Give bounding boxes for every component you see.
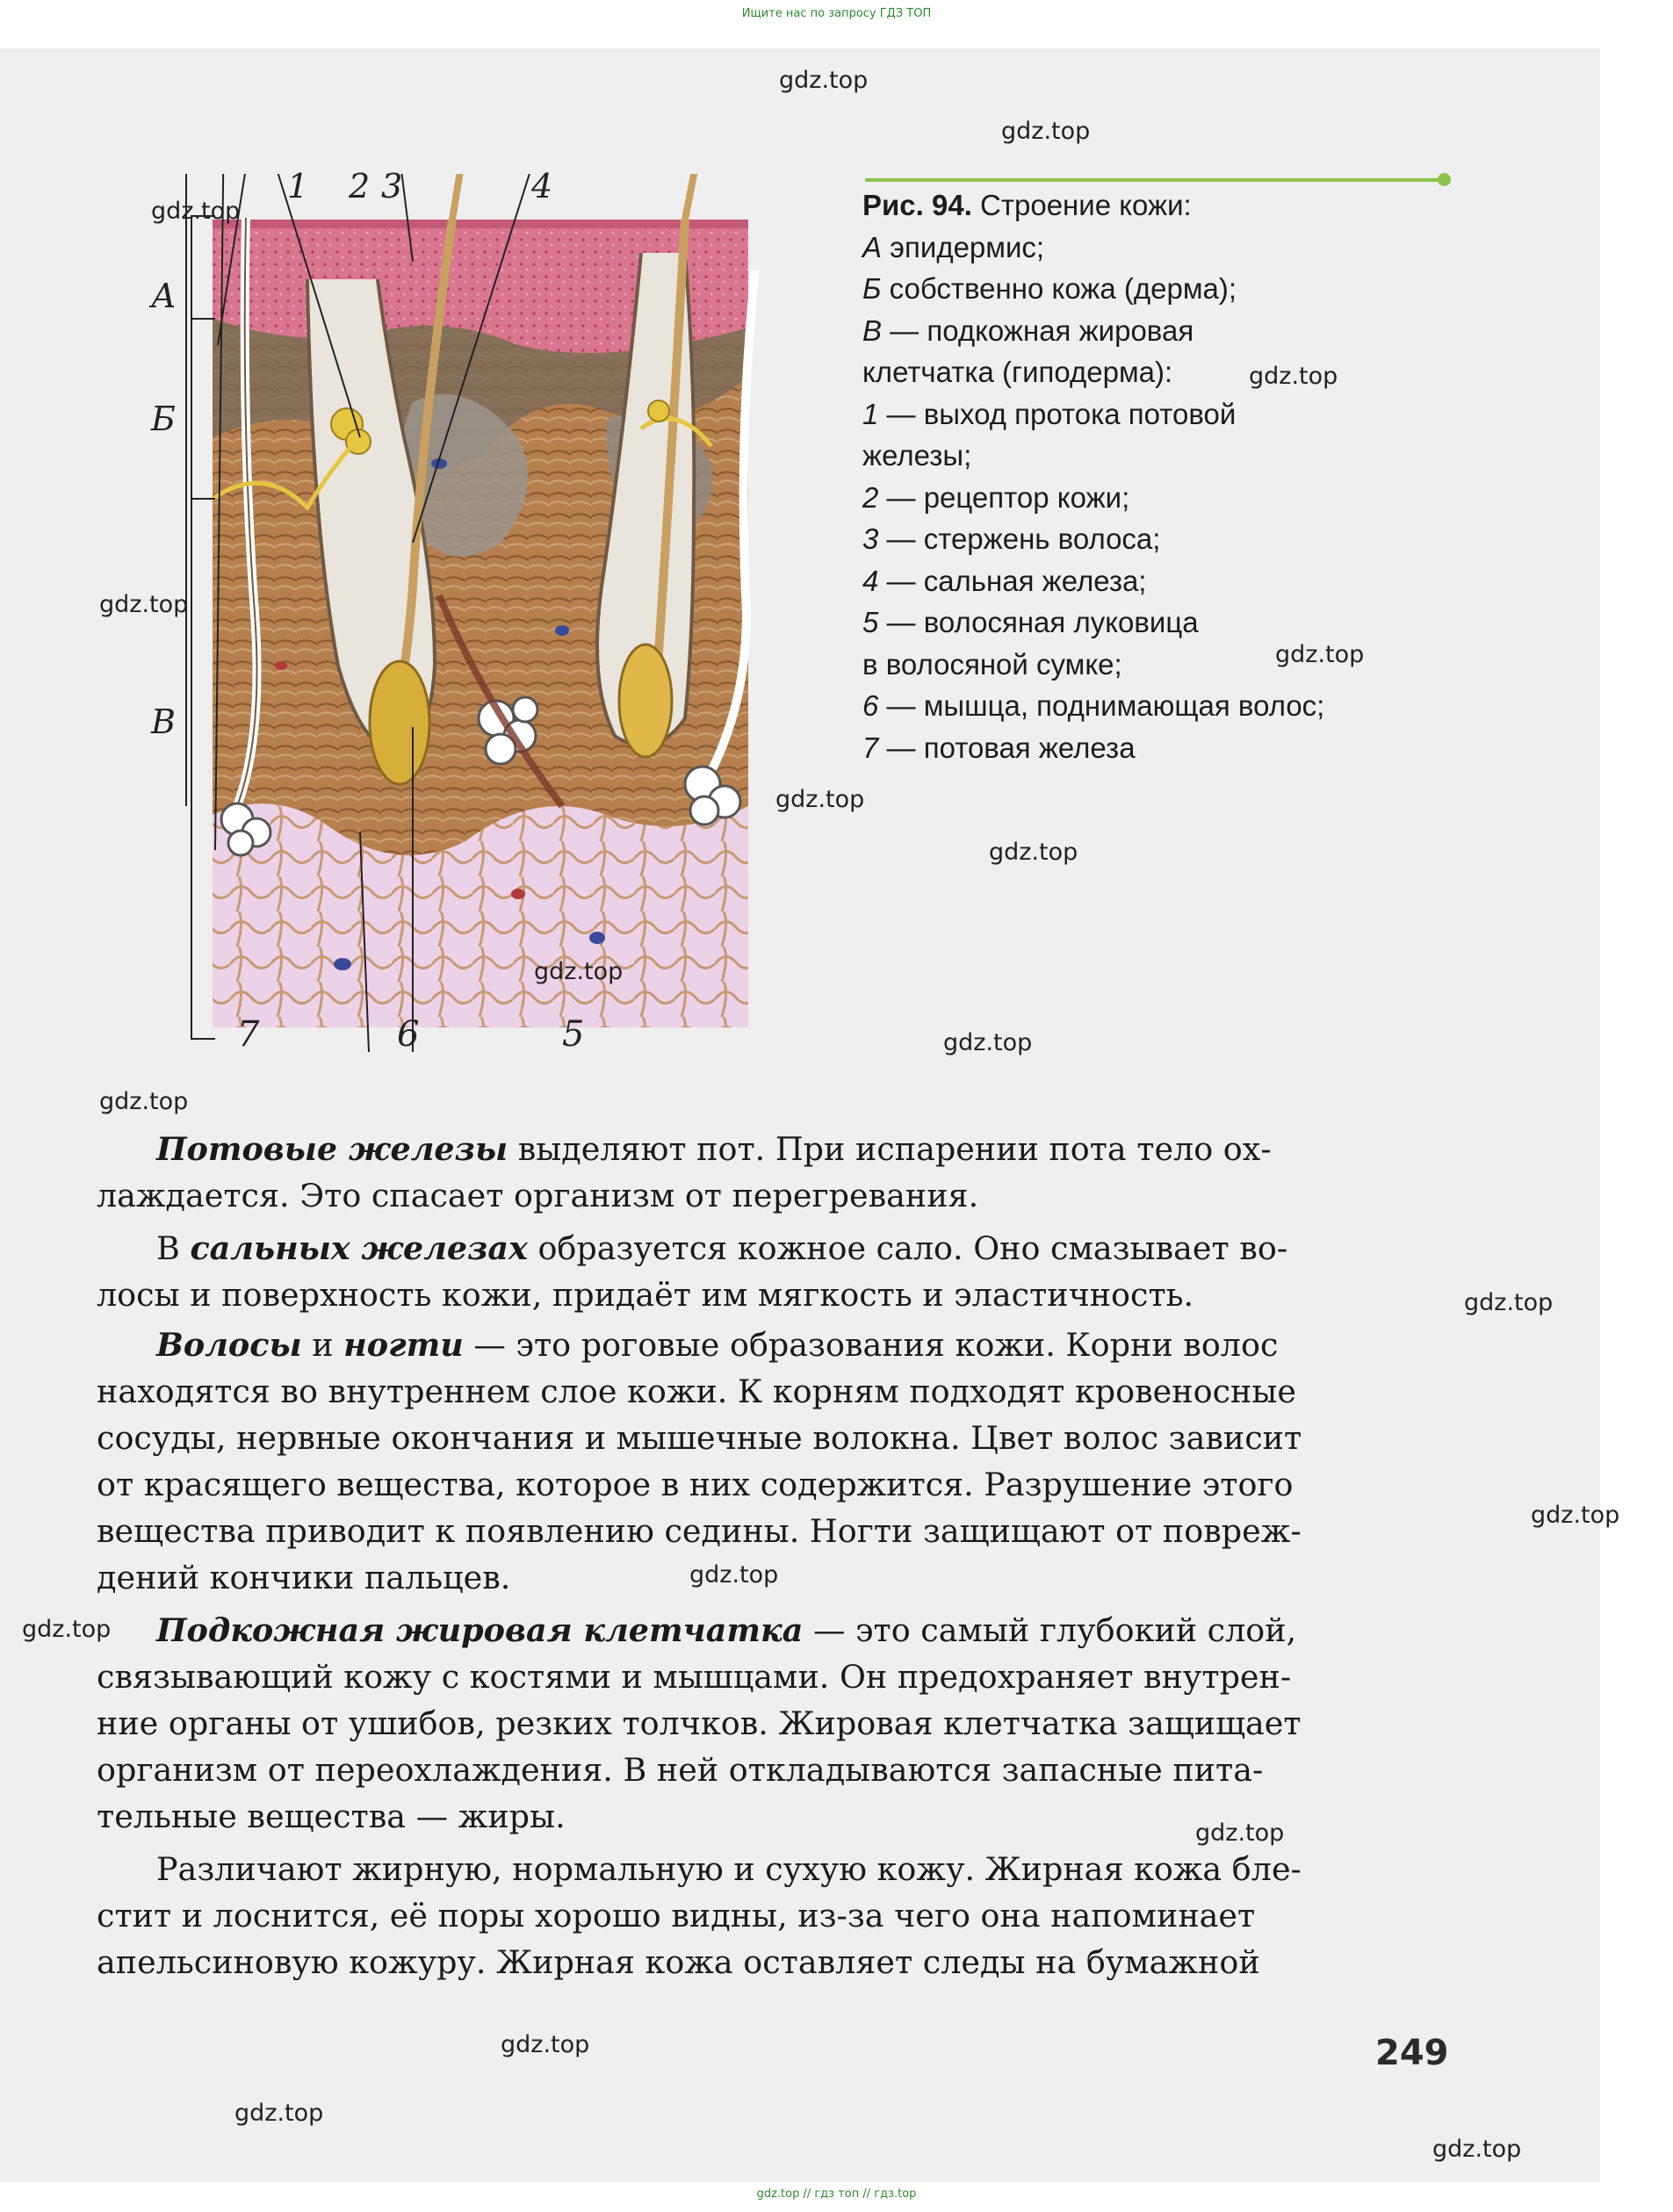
caption-item-num: 6 [862,689,879,722]
paragraph-skin-types [97,1846,1449,1985]
watermark: gdz.top [99,1088,189,1115]
caption-item-num: Б [862,272,882,305]
watermark: gdz.top [689,1561,779,1589]
term-hypodermis: Подкожная жировая клетчатка [156,1611,804,1649]
caption-title-rest: Строение кожи: [971,189,1192,221]
figure-caption [862,184,1468,768]
term-hair: Волосы [156,1326,302,1364]
paragraph-sweat-glands [97,1126,1449,1219]
caption-item-text: — подкожная жировая [882,313,1194,347]
figure-label-top-3: 3 [381,167,403,205]
watermark: gdz.top [151,198,241,225]
watermark: gdz.top [1195,1819,1285,1847]
paragraph-sebaceous-glands [97,1225,1449,1318]
caption-item-num: 7 [862,731,879,764]
text-line: Различают жирную, нормальную и сухую кожу. Жирная кожа бле- [156,1850,1302,1888]
text-line: стит и лоснится, её поры хорошо видны, из-за чего она напоминает [97,1897,1256,1935]
caption-item-num: 5 [862,606,879,638]
figure-label-epidermis: А [151,277,177,315]
caption-item-text: — выход протока потовой [878,397,1237,430]
text-line: выделяют пот. При испарении пота тело ох- [508,1130,1272,1168]
caption-item-num: 1 [862,397,879,430]
bottom-banner: gdz.top // гдз топ // гдз.top [756,2187,917,2201]
text-line: — это роговые образования кожи. Корни волос [463,1326,1279,1364]
caption-item-num: 3 [862,522,879,555]
figure-label-dermis: Б [151,400,176,438]
caption-item-text: в волосяной сумке; [862,647,1122,681]
page-number: 249 [1375,2033,1449,2073]
watermark: gdz.top [1531,1502,1620,1529]
caption-item-text: — потовая железа [878,731,1136,764]
text-line: — это самый глубокий слой, [803,1611,1297,1649]
text-line: апельсиновую кожуру. Жирная кожа оставляет следы на бумажной [97,1943,1260,1981]
top-banner: Ищите нас по запросу ГДЗ ТОП [741,7,932,20]
caption-item-text: — рецептор кожи; [878,480,1130,514]
caption-item-text: железы; [862,439,972,472]
caption-item-num: 4 [862,564,879,597]
caption-title: Рис. 94. [862,189,972,221]
figure-label-hypodermis: В [151,703,176,741]
layer-brackets [191,216,215,1039]
watermark: gdz.top [1249,363,1338,390]
text-line: находятся во внутреннем слое кожи. К корням подходят кровеносные [97,1373,1297,1410]
caption-divider-line [865,178,1445,182]
text-line: от красящего вещества, которое в них содержится. Разрушение этого [97,1466,1294,1503]
figure-label-bottom-6: 6 [397,1014,420,1055]
paragraph-hair-nails [97,1322,1449,1601]
caption-item-text: эпидермис; [882,230,1045,263]
text-line: дений кончики пальцев. [97,1559,511,1596]
watermark: gdz.top [1464,1289,1554,1316]
figure-label-bottom-7: 7 [237,1014,260,1055]
watermark: gdz.top [99,591,189,618]
caption-item-num: В [862,313,883,347]
caption-item-text: — мышца, поднимающая волос; [878,689,1325,722]
caption-item-text: собственно кожа (дерма); [881,272,1237,305]
term-sweat-glands: Потовые железы [156,1130,508,1168]
term-nails: ногти [343,1326,464,1364]
watermark: gdz.top [775,786,865,813]
term-sebaceous-glands: сальных железах [190,1229,528,1267]
text-line: В [156,1229,191,1267]
figure-label-top-2: 2 [349,167,371,205]
skin-structure-figure [149,174,764,1052]
text-line: ние органы от ушибов, резких толчков. Жировая клетчатка защищает [97,1704,1302,1742]
text-line: связывающий кожу с костями и мышцами. Он предохраняет внутрен- [97,1658,1292,1696]
watermark: gdz.top [1001,118,1091,145]
watermark: gdz.top [501,2031,590,2058]
watermark: gdz.top [989,839,1078,866]
figure-label-top-1: 1 [287,167,309,205]
text-line: сосуды, нервные окончания и мышечные волокна. Цвет волос зависит [97,1419,1302,1457]
caption-item-text: — волосяная луковица [878,606,1199,638]
caption-item-num: 2 [862,480,879,514]
watermark: gdz.top [534,958,624,985]
text-line: тельные вещества — жиры. [97,1798,566,1835]
watermark: gdz.top [1432,2136,1522,2163]
text-line: лосы и поверхность кожи, придаёт им мягкость и эластичность. [97,1276,1194,1314]
figure-label-bottom-5: 5 [562,1014,585,1055]
text-line: лаждается. Это спасает организм от перегревания. [97,1177,979,1214]
caption-item-text: — стержень волоса; [878,522,1161,555]
text-line: и [301,1326,344,1364]
text-line: вещества приводит к появлению седины. Ногти защищают от повреж- [97,1512,1302,1550]
caption-item-text: клетчатка (гиподерма): [862,356,1173,388]
caption-item-num: А [862,230,883,263]
watermark: gdz.top [234,2100,324,2127]
paragraph-hypodermis [97,1607,1449,1840]
text-line: образуется кожное сало. Оно смазывает во- [527,1229,1288,1267]
watermark: gdz.top [1275,641,1365,668]
figure-label-top-4: 4 [531,167,553,205]
watermark: gdz.top [943,1029,1033,1056]
caption-item-text: — сальная железа; [878,564,1147,597]
watermark: gdz.top [779,67,869,94]
watermark: gdz.top [22,1616,112,1643]
text-line: организм от переохлаждения. В ней откладываются запасные пита- [97,1751,1264,1789]
